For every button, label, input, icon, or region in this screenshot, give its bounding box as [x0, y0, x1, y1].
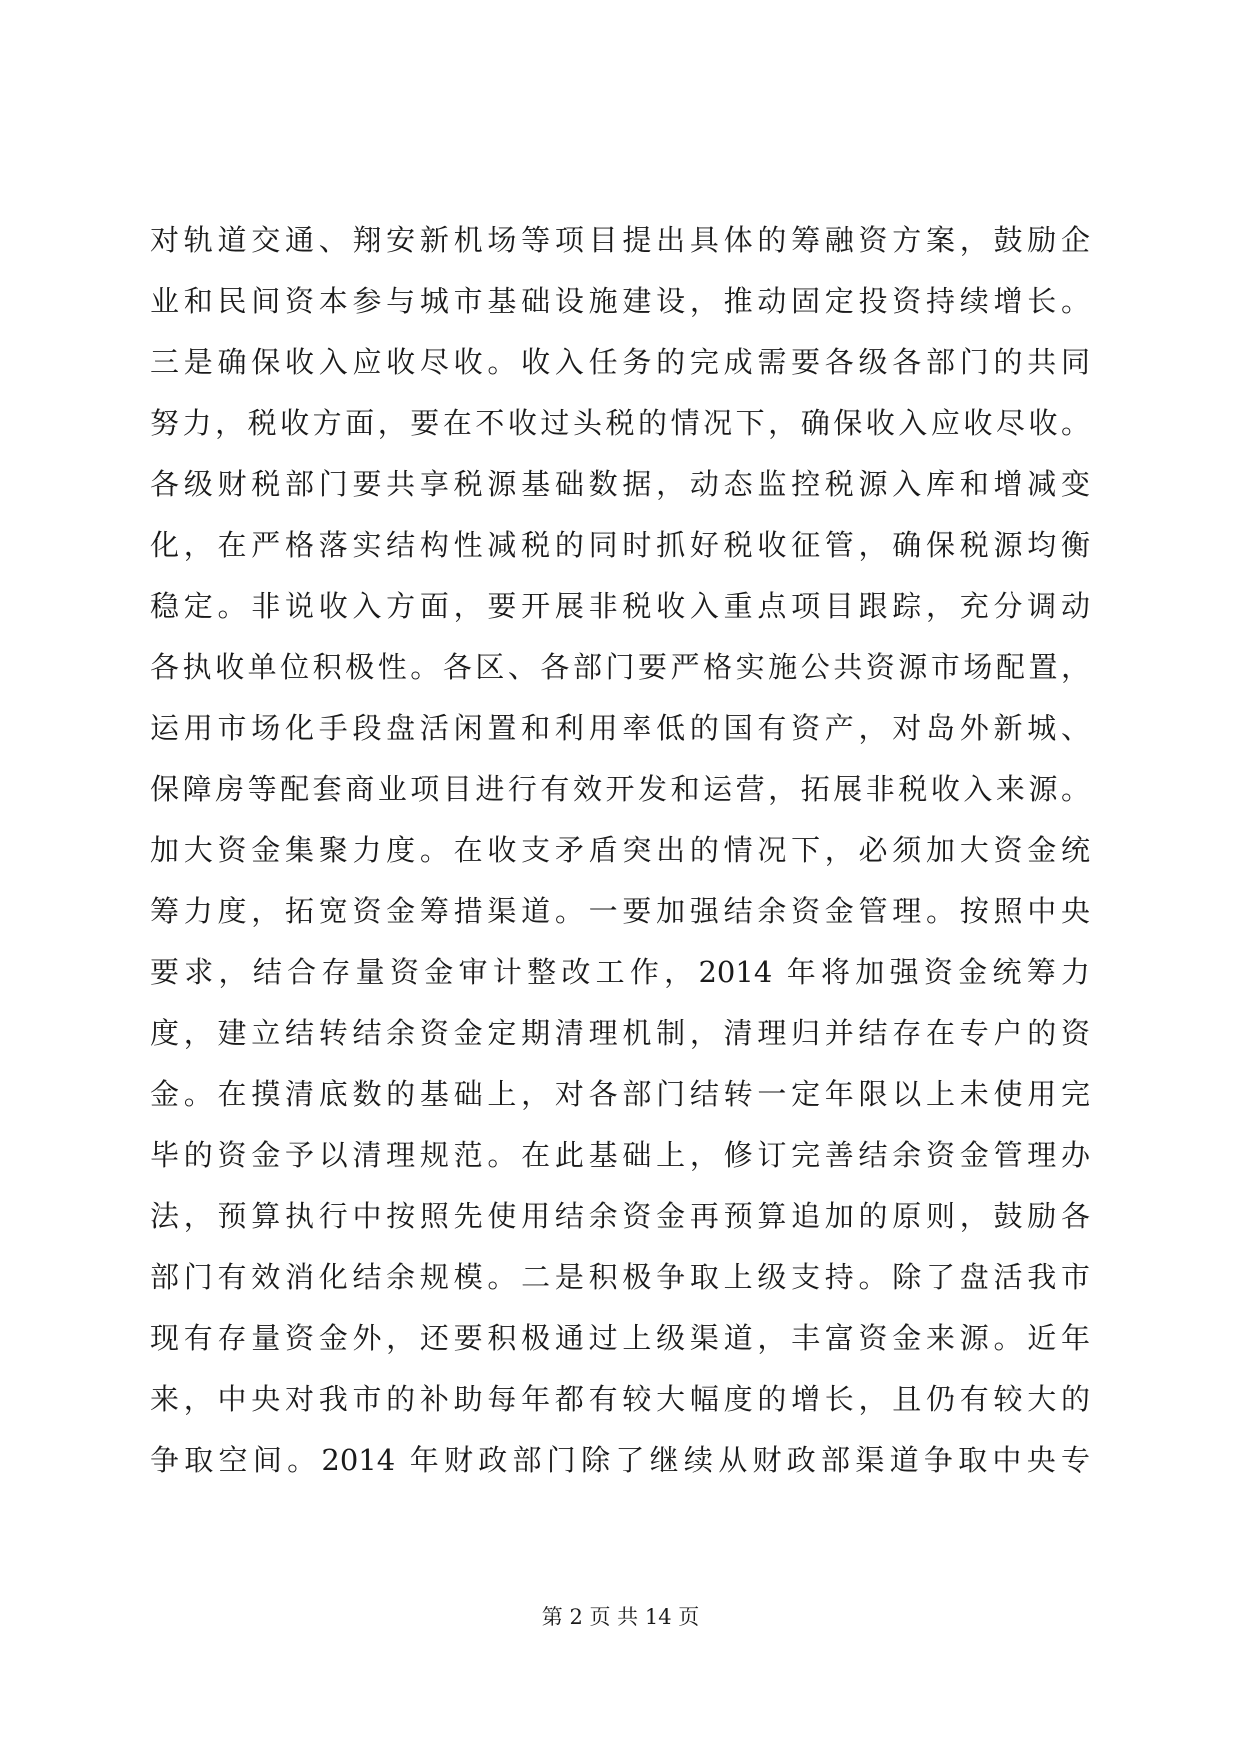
text-line: 各执收单位积极性。各区、各部门要严格实施公共资源市场配置，: [150, 650, 1090, 684]
text-line: 业和民间资本参与城市基础设施建设，推动固定投资持续增长。: [150, 284, 1090, 318]
text-line: 三是确保收入应收尽收。收入任务的完成需要各级各部门的共同: [150, 345, 1090, 379]
text-line: 努力，税收方面，要在不收过头税的情况下，确保收入应收尽收。: [150, 406, 1090, 440]
text-line: 对轨道交通、翔安新机场等项目提出具体的筹融资方案，鼓励企: [150, 223, 1090, 257]
text-line: 金。在摸清底数的基础上，对各部门结转一定年限以上未使用完: [150, 1077, 1090, 1111]
page-number-footer: 第 2 页 共 14 页: [541, 1605, 700, 1629]
text-line: 运用市场化手段盘活闲置和利用率低的国有资产，对岛外新城、: [150, 711, 1090, 745]
text-line: 筹力度，拓宽资金筹措渠道。一要加强结余资金管理。按照中央: [150, 894, 1090, 928]
text-line: 度，建立结转结余资金定期清理机制，清理归并结存在专户的资: [150, 1016, 1090, 1050]
text-line: 来，中央对我市的补助每年都有较大幅度的增长，且仍有较大的: [150, 1382, 1090, 1416]
text-line: 各级财税部门要共享税源基础数据，动态监控税源入库和增减变: [150, 467, 1090, 501]
text-line: 部门有效消化结余规模。二是积极争取上级支持。除了盘活我市: [150, 1260, 1090, 1294]
text-line: 现有存量资金外，还要积极通过上级渠道，丰富资金来源。近年: [150, 1321, 1090, 1355]
text-line: 保障房等配套商业项目进行有效开发和运营，拓展非税收入来源。: [150, 772, 1090, 806]
text-line: 法，预算执行中按照先使用结余资金再预算追加的原则，鼓励各: [150, 1199, 1090, 1233]
body-text: [150, 210, 1090, 1491]
text-line: 毕的资金予以清理规范。在此基础上，修订完善结余资金管理办: [150, 1138, 1090, 1172]
text-line: 加大资金集聚力度。在收支矛盾突出的情况下，必须加大资金统: [150, 833, 1090, 867]
text-line: 争取空间。2014 年财政部门除了继续从财政部渠道争取中央专: [150, 1443, 1090, 1477]
text-line: 要求，结合存量资金审计整改工作，2014 年将加强资金统筹力: [150, 955, 1090, 989]
text-line: 稳定。非说收入方面，要开展非税收入重点项目跟踪，充分调动: [150, 589, 1090, 623]
text-line: 化，在严格落实结构性减税的同时抓好税收征管，确保税源均衡: [150, 528, 1090, 562]
